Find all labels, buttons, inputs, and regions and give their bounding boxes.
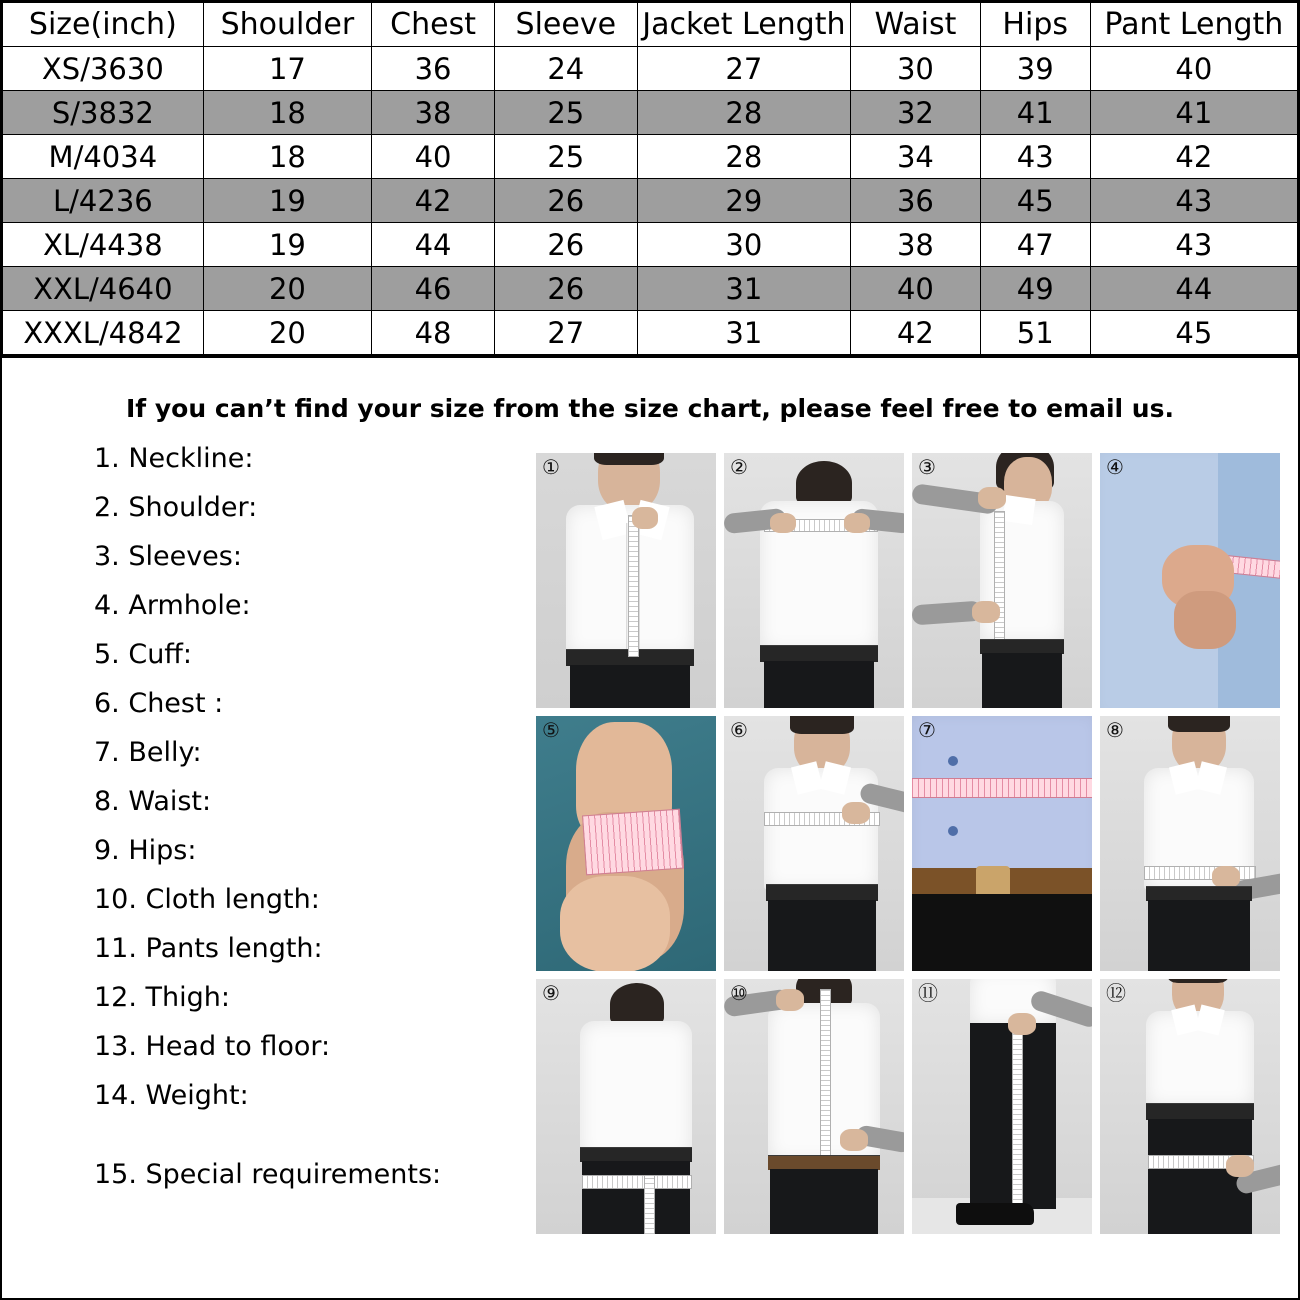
cell-shoulder: 19 [203, 223, 371, 267]
special-requirements-item: 15. Special requirements: [94, 1159, 442, 1190]
list-item: 4. Armhole: [94, 590, 251, 621]
cell-shoulder: 19 [203, 179, 371, 223]
column-header-pant-length: Pant Length [1090, 3, 1297, 47]
list-item: 1. Neckline: [94, 443, 254, 474]
cell-size: L/4236 [3, 179, 204, 223]
cell-waist: 42 [851, 311, 981, 355]
photo-waist [1100, 716, 1280, 971]
cell-jacket-length: 30 [637, 223, 851, 267]
photo-badge: ⑨ [542, 981, 560, 1005]
cell-size: M/4034 [3, 135, 204, 179]
list-item: 2. Shoulder: [94, 492, 258, 523]
column-header-shoulder: Shoulder [203, 3, 371, 47]
cell-pant-length: 42 [1090, 135, 1297, 179]
cell-waist: 30 [851, 47, 981, 91]
cell-pant-length: 43 [1090, 223, 1297, 267]
list-item: 11. Pants length: [94, 933, 323, 964]
cell-waist: 40 [851, 267, 981, 311]
cell-pant-length: 41 [1090, 91, 1297, 135]
photo-cuff [536, 716, 716, 971]
cell-shoulder: 17 [203, 47, 371, 91]
cell-chest: 46 [372, 267, 495, 311]
photo-badge: ⑪ [918, 981, 938, 1005]
cell-waist: 34 [851, 135, 981, 179]
cell-chest: 40 [372, 135, 495, 179]
cell-size: XS/3630 [3, 47, 204, 91]
size-table [2, 2, 1298, 355]
photo-badge: ① [542, 455, 560, 479]
cell-hips: 49 [980, 267, 1090, 311]
list-item: 14. Weight: [94, 1080, 249, 1111]
column-header-size: Size(inch) [3, 3, 204, 47]
list-item: 7. Belly: [94, 737, 202, 768]
photo-armhole [1100, 453, 1280, 708]
photo-thigh [1100, 979, 1280, 1234]
photo-chest [724, 716, 904, 971]
column-header-chest: Chest [372, 3, 495, 47]
measurement-guide-panel [2, 355, 1298, 1295]
cell-jacket-length: 28 [637, 135, 851, 179]
table-row [3, 179, 1298, 223]
photo-shoulder [724, 453, 904, 708]
cell-size: XXL/4640 [3, 267, 204, 311]
cell-jacket-length: 31 [637, 311, 851, 355]
cell-waist: 32 [851, 91, 981, 135]
cell-pant-length: 40 [1090, 47, 1297, 91]
cell-size: XL/4438 [3, 223, 204, 267]
column-header-sleeve: Sleeve [495, 3, 637, 47]
list-item: 5. Cuff: [94, 639, 193, 670]
cell-chest: 44 [372, 223, 495, 267]
cell-shoulder: 20 [203, 311, 371, 355]
cell-chest: 42 [372, 179, 495, 223]
photo-cloth-length [724, 979, 904, 1234]
table-row [3, 223, 1298, 267]
cell-sleeve: 26 [495, 223, 637, 267]
cell-hips: 47 [980, 223, 1090, 267]
photo-badge: ⑩ [730, 981, 748, 1005]
cell-chest: 38 [372, 91, 495, 135]
list-item: 13. Head to floor: [94, 1031, 331, 1062]
cell-jacket-length: 31 [637, 267, 851, 311]
cell-hips: 43 [980, 135, 1090, 179]
cell-chest: 36 [372, 47, 495, 91]
measurement-photo-grid [536, 445, 1284, 1234]
photo-badge: ④ [1106, 455, 1124, 479]
column-header-jacket-length: Jacket Length [637, 3, 851, 47]
cell-chest: 48 [372, 311, 495, 355]
cell-sleeve: 24 [495, 47, 637, 91]
list-item: 10. Cloth length: [94, 884, 320, 915]
table-row [3, 267, 1298, 311]
measurement-list [16, 445, 536, 1234]
photo-badge: ⑥ [730, 718, 748, 742]
size-table-body [3, 47, 1298, 355]
guide-content [2, 433, 1298, 1234]
cell-sleeve: 27 [495, 311, 637, 355]
cell-hips: 39 [980, 47, 1090, 91]
photo-badge: ③ [918, 455, 936, 479]
cell-size: S/3832 [3, 91, 204, 135]
table-row [3, 47, 1298, 91]
table-header-row [3, 3, 1298, 47]
cell-pant-length: 45 [1090, 311, 1297, 355]
photo-badge: ⑦ [918, 718, 936, 742]
table-row [3, 91, 1298, 135]
list-item: 6. Chest : [94, 688, 224, 719]
column-header-waist: Waist [851, 3, 981, 47]
table-row [3, 311, 1298, 355]
photo-sleeves [912, 453, 1092, 708]
cell-shoulder: 20 [203, 267, 371, 311]
cell-waist: 36 [851, 179, 981, 223]
cell-sleeve: 26 [495, 267, 637, 311]
cell-shoulder: 18 [203, 135, 371, 179]
photo-pants-length [912, 979, 1092, 1234]
cell-pant-length: 44 [1090, 267, 1297, 311]
cell-sleeve: 25 [495, 135, 637, 179]
photo-badge: ⑫ [1106, 981, 1126, 1005]
photo-badge: ⑧ [1106, 718, 1124, 742]
cell-jacket-length: 27 [637, 47, 851, 91]
list-item: 8. Waist: [94, 786, 212, 817]
photo-badge: ② [730, 455, 748, 479]
list-item: 3. Sleeves: [94, 541, 242, 572]
photo-hips [536, 979, 716, 1234]
size-table-header [3, 3, 1298, 47]
cell-sleeve: 25 [495, 91, 637, 135]
cell-size: XXXL/4842 [3, 311, 204, 355]
photo-neckline [536, 453, 716, 708]
cell-hips: 41 [980, 91, 1090, 135]
cell-hips: 51 [980, 311, 1090, 355]
list-item: 12. Thigh: [94, 982, 230, 1013]
cell-pant-length: 43 [1090, 179, 1297, 223]
email-notice: If you can’t find your size from the size chart, please feel free to email us. [126, 394, 1174, 423]
cell-sleeve: 26 [495, 179, 637, 223]
cell-hips: 45 [980, 179, 1090, 223]
cell-shoulder: 18 [203, 91, 371, 135]
table-row [3, 135, 1298, 179]
cell-jacket-length: 28 [637, 91, 851, 135]
photo-belly [912, 716, 1092, 971]
cell-jacket-length: 29 [637, 179, 851, 223]
cell-waist: 38 [851, 223, 981, 267]
list-item: 9. Hips: [94, 835, 197, 866]
photo-badge: ⑤ [542, 718, 560, 742]
column-header-hips: Hips [980, 3, 1090, 47]
